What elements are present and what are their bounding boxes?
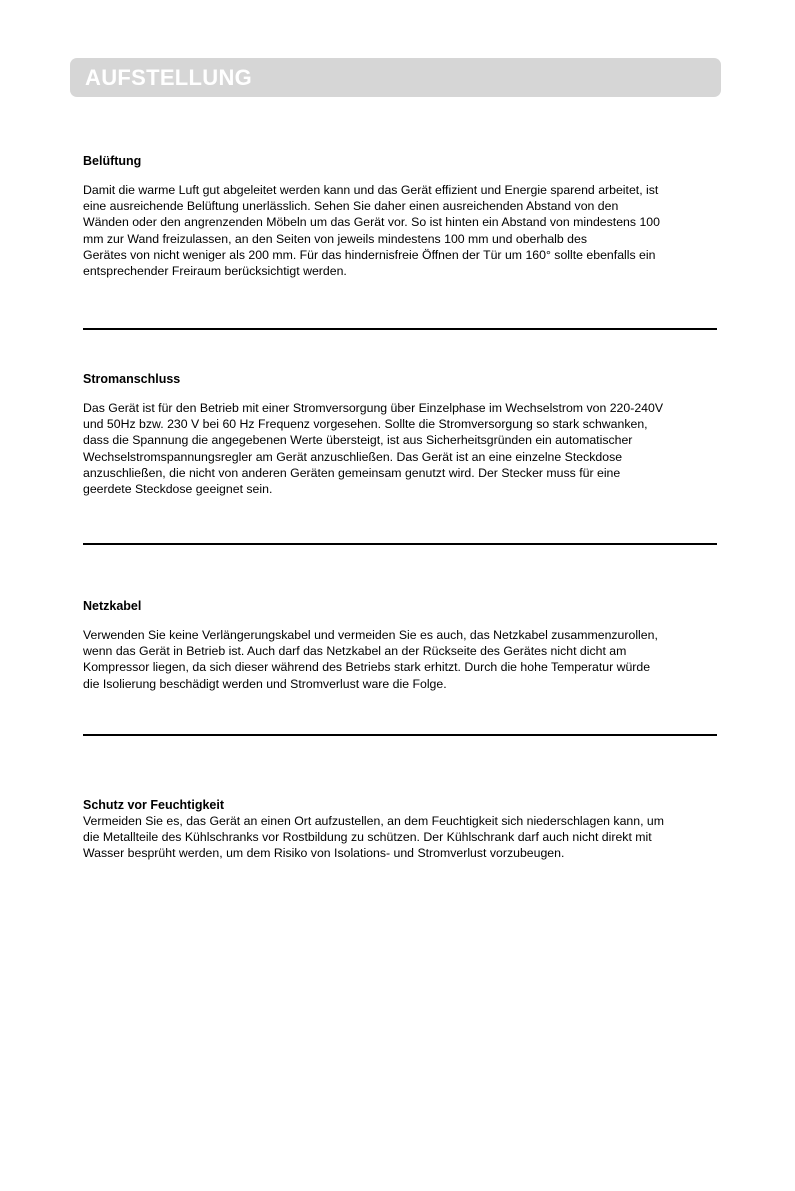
- section-schutz-vor-feuchtigkeit: [83, 797, 717, 862]
- section-divider: [83, 734, 717, 736]
- section-divider: [83, 328, 717, 330]
- section-netzkabel: [83, 598, 717, 692]
- section-body: Das Gerät ist für den Betrieb mit einer Stromversorgung über Einzelphase im Wechselstrom von 220-240V und 50Hz bzw. 230 V bei 60 Hz Frequenz vorgesehen. Sollte die Stromversorgung so stark schwanken, dass die Spannung die angegebenen Werte übersteigt, ist aus Sicherheitsgründen ein automatischer Wechselstromspannungsregler am Gerät anzuschließen. Das Gerät ist an eine einzelne Steckdose anzuschließen, die nicht von anderen Geräten gemeinsam genutzt wird. Der Stecker muss für eine geerdete Steckdose geeignet sein.: [83, 401, 664, 497]
- section-heading: Schutz vor Feuchtigkeit: [83, 798, 224, 812]
- section-belueftung: [83, 153, 717, 279]
- section-heading: Belüftung: [83, 154, 142, 168]
- section-heading: Netzkabel: [83, 599, 142, 613]
- page-title: AUFSTELLUNG: [85, 65, 253, 90]
- section-body: Damit die warme Luft gut abgeleitet werden kann und das Gerät effizient und Energie sparend arbeitet, ist eine ausreichende Belüftung unerlässlich. Sehen Sie daher einen ausreichenden Abstand von den Wänden oder den angrenzenden Möbeln um das Gerät vor. So ist hinten ein Abstand von mindestens 100 mm zur Wand freizulassen, an den Seiten von jeweils mindestens 100 mm und oberhalb des Gerätes von nicht weniger als 200 mm. Für das hindernisfreie Öffnen der Tür um 160° sollte ebenfalls ein entsprechender Freiraum berücksichtigt werden.: [83, 183, 660, 279]
- page-title-bar: [70, 58, 721, 97]
- section-body: Vermeiden Sie es, das Gerät an einen Ort aufzustellen, an dem Feuchtigkeit sich niederschlagen kann, um die Metallteile des Kühlschranks vor Rostbildung zu schützen. Der Kühlschrank darf auch nicht direkt mit Wasser besprüht werden, um dem Risiko von Isolations- und Stromverlust vorzubeugen.: [83, 814, 665, 861]
- section-body: Verwenden Sie keine Verlängerungskabel und vermeiden Sie es auch, das Netzkabel zusammenzurollen, wenn das Gerät in Betrieb ist. Auch darf das Netzkabel an der Rückseite des Gerätes nicht dicht am Kompressor liegen, da sich dieser während des Betriebs stark erhitzt. Durch die hohe Temperatur würde die Isolierung beschädigt werden und Stromverlust ware die Folge.: [83, 628, 658, 691]
- section-stromanschluss: [83, 371, 717, 497]
- section-heading: Stromanschluss: [83, 372, 181, 386]
- section-divider: [83, 543, 717, 545]
